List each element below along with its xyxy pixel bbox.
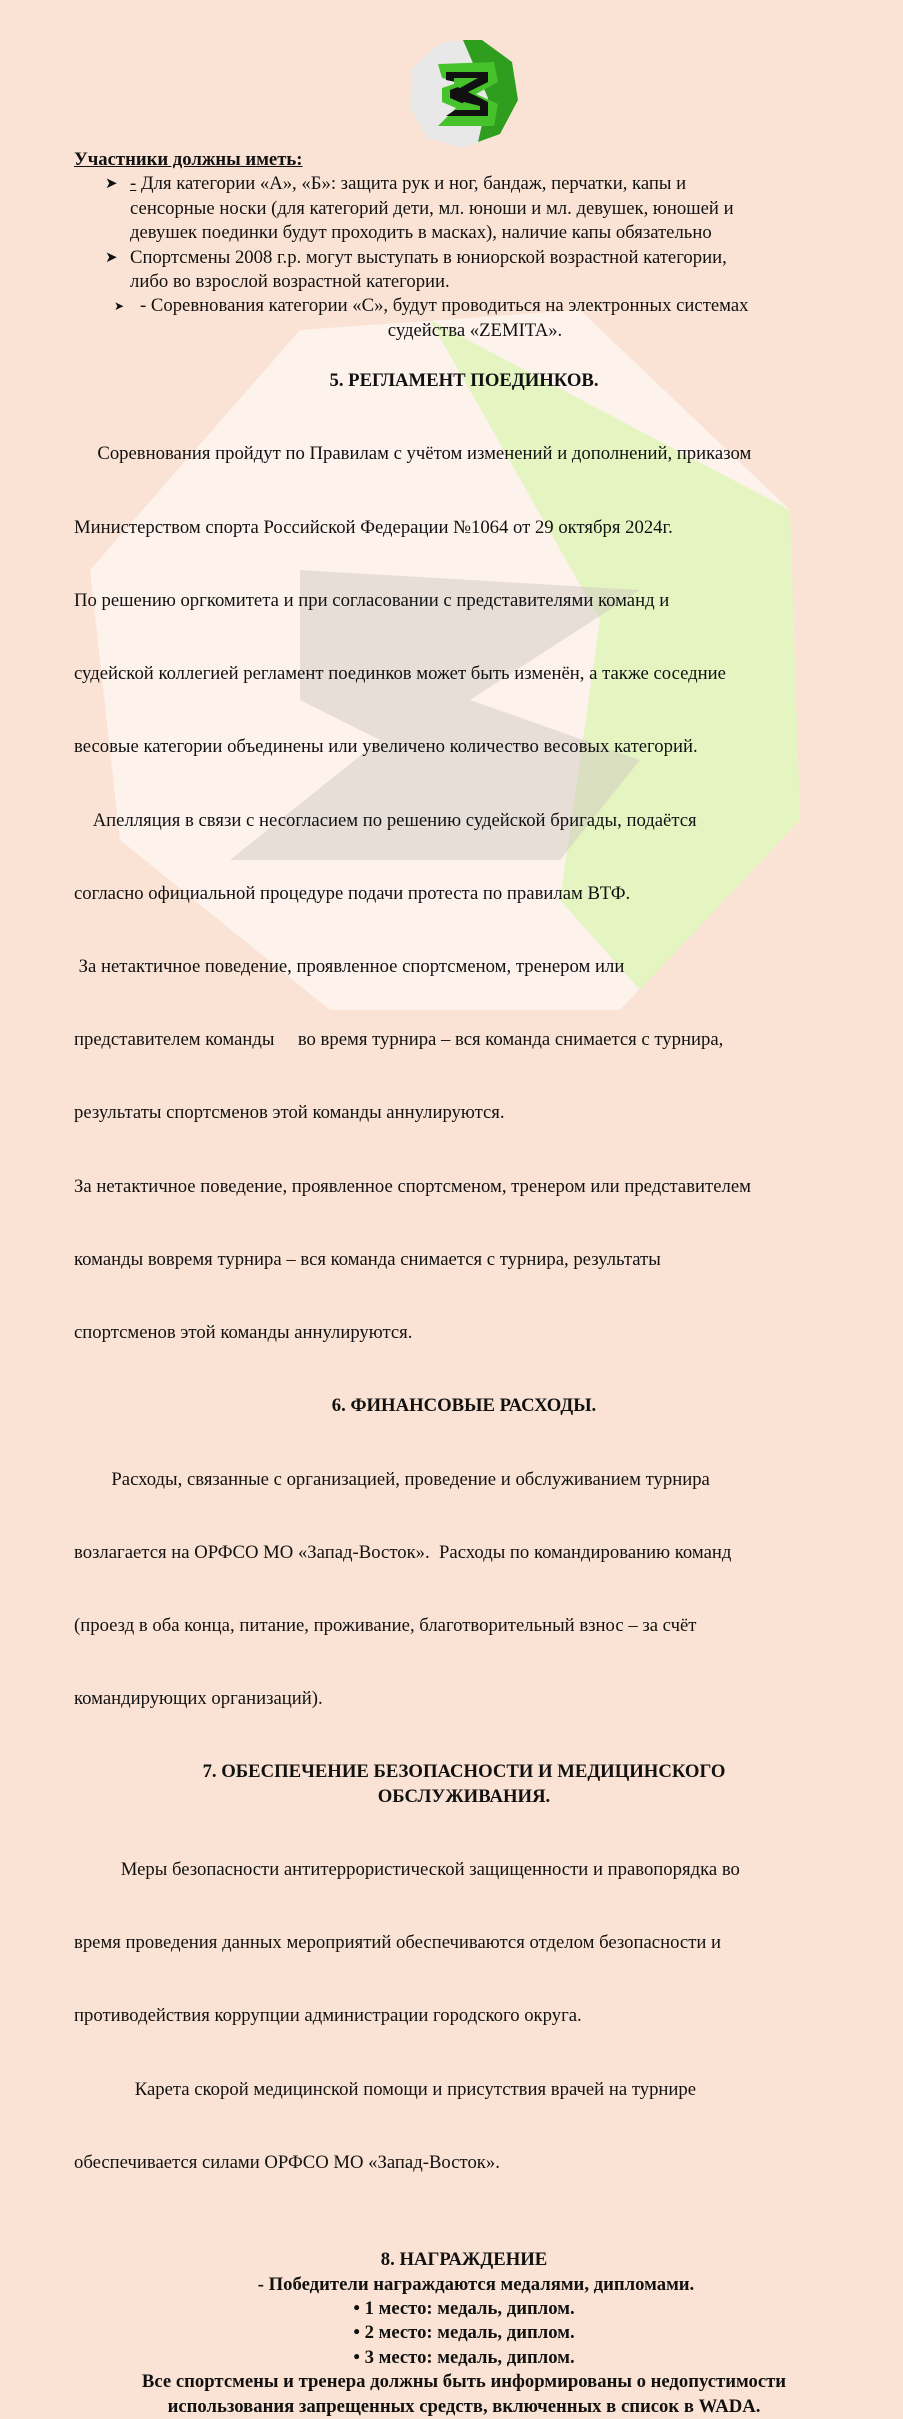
dash-marker: - bbox=[130, 173, 137, 195]
list-line: сенсорные носки (для категорий дети, мл. юноши и мл. девушек, юношей и bbox=[130, 197, 734, 219]
paragraph-line: время проведения данных мероприятий обеспечиваются отделом безопасности и bbox=[74, 1932, 722, 1954]
paragraph-line: Меры безопасности антитеррористической защищенности и правопорядка во bbox=[74, 1859, 740, 1881]
awards-line: - Победители награждаются медалями, дипломами. bbox=[257, 2273, 695, 2295]
section-7-title: 7. ОБЕСПЕЧЕНИЕ БЕЗОПАСНОСТИ И МЕДИЦИНСКОГО bbox=[202, 1761, 726, 1783]
paragraph-line: команды вовремя турнира – вся команда снимается с турнира, результаты bbox=[74, 1248, 661, 1270]
wada-notice-line: Все спортсмены и тренера должны быть информированы о недопустимости bbox=[141, 2371, 787, 2393]
paragraph-line: противодействия коррупции администрации городского округа. bbox=[74, 2005, 582, 2027]
paragraph-line: По решению оргкомитета и при согласовании с представителями команд и bbox=[74, 589, 670, 611]
paragraph-line: обеспечивается силами ОРФСО МО «Запад-Восток». bbox=[74, 2151, 500, 2173]
z-logo-icon bbox=[408, 38, 518, 148]
list-line: девушек поединки будут проходить в масках), наличие капы обязательно bbox=[130, 222, 712, 244]
paragraph-line: результаты спортсменов этой команды аннулируются. bbox=[74, 1102, 505, 1124]
paragraph-line: Карета скорой медицинской помощи и присутствия врачей на турнире bbox=[74, 2078, 697, 2100]
section-7-body bbox=[74, 1809, 854, 2224]
section-6-title: 6. ФИНАНСОВЫЕ РАСХОДЫ. bbox=[331, 1395, 597, 1417]
list-item bbox=[74, 172, 854, 245]
paragraph-line: согласно официальной процедуре подачи протеста по правилам ВТФ. bbox=[74, 882, 631, 904]
list-line: либо во взрослой возрастной категории. bbox=[130, 271, 450, 293]
list-item bbox=[74, 294, 854, 318]
arrow-bullet-icon: ➤ bbox=[105, 176, 118, 193]
paragraph-line: возлагается на ОРФСО МО «Запад-Восток». Расходы по командированию команд bbox=[74, 1541, 732, 1563]
participants-title: Участники должны иметь: bbox=[74, 149, 303, 170]
arrow-bullet-icon: ➤ bbox=[105, 249, 118, 266]
paragraph-line: За нетактичное поведение, проявленное спортсменом, тренером или bbox=[74, 956, 625, 977]
paragraph-line: судейской коллегией регламент поединков может быть изменён, а также соседние bbox=[74, 663, 726, 685]
arrow-bullet-icon: ➤ bbox=[114, 299, 125, 314]
awards-line: • 3 место: медаль, диплом. bbox=[353, 2346, 575, 2368]
paragraph-line: Соревнования пройдут по Правилам с учётом изменений и дополнений, приказом bbox=[74, 443, 752, 465]
document-body bbox=[74, 148, 854, 2419]
paragraph-line: Апелляция в связи с несогласием по решению судейской бригады, подаётся bbox=[74, 809, 697, 831]
awards-line: • 1 место: медаль, диплом. bbox=[353, 2297, 575, 2319]
section-5-title: 5. РЕГЛАМЕНТ ПОЕДИНКОВ. bbox=[329, 370, 599, 392]
participants-list bbox=[74, 172, 854, 318]
paragraph-line: За нетактичное поведение, проявленное спортсменом, тренером или представителем bbox=[74, 1175, 751, 1197]
paragraph-line: Министерством спорта Российской Федерации №1064 от 29 октября 2024г. bbox=[74, 516, 673, 538]
paragraph-line: Расходы, связанные с организацией, проведение и обслуживанием турнира bbox=[74, 1468, 710, 1490]
paragraph-line: (проезд в оба конца, питание, проживание, благотворительный взнос – за счёт bbox=[74, 1614, 697, 1636]
list-item bbox=[74, 246, 854, 295]
paragraph-line: командирующих организаций). bbox=[74, 1688, 323, 1710]
list-line: Для категории «А», «Б»: защита рук и ног, бандаж, перчатки, капы и bbox=[140, 173, 687, 195]
awards-line: • 2 место: медаль, диплом. bbox=[353, 2322, 575, 2344]
section-7-title-cont: ОБСЛУЖИВАНИЯ. bbox=[377, 1785, 551, 1807]
paragraph-line: весовые категории объединены или увеличено количество весовых категорий. bbox=[74, 736, 698, 758]
paragraph-line: спортсменов этой команды аннулируются. bbox=[74, 1322, 413, 1344]
paragraph-line: представителем команды во время турнира – вся команда снимается с турнира, bbox=[74, 1029, 724, 1051]
list-line: Спортсмены 2008 г.р. могут выступать в юниорской возрастной категории, bbox=[130, 246, 727, 268]
section-5-body bbox=[74, 394, 854, 1395]
list-line-tail: судейства «ZEMITA». bbox=[387, 319, 563, 341]
section-6-body bbox=[74, 1419, 854, 1761]
section-8-title: 8. НАГРАЖДЕНИЕ bbox=[380, 2249, 548, 2271]
wada-notice-line: использования запрещенных средств, включенных в список в WADA. bbox=[167, 2395, 761, 2417]
list-line: - Соревнования категории «С», будут проводиться на электронных системах bbox=[140, 295, 749, 317]
